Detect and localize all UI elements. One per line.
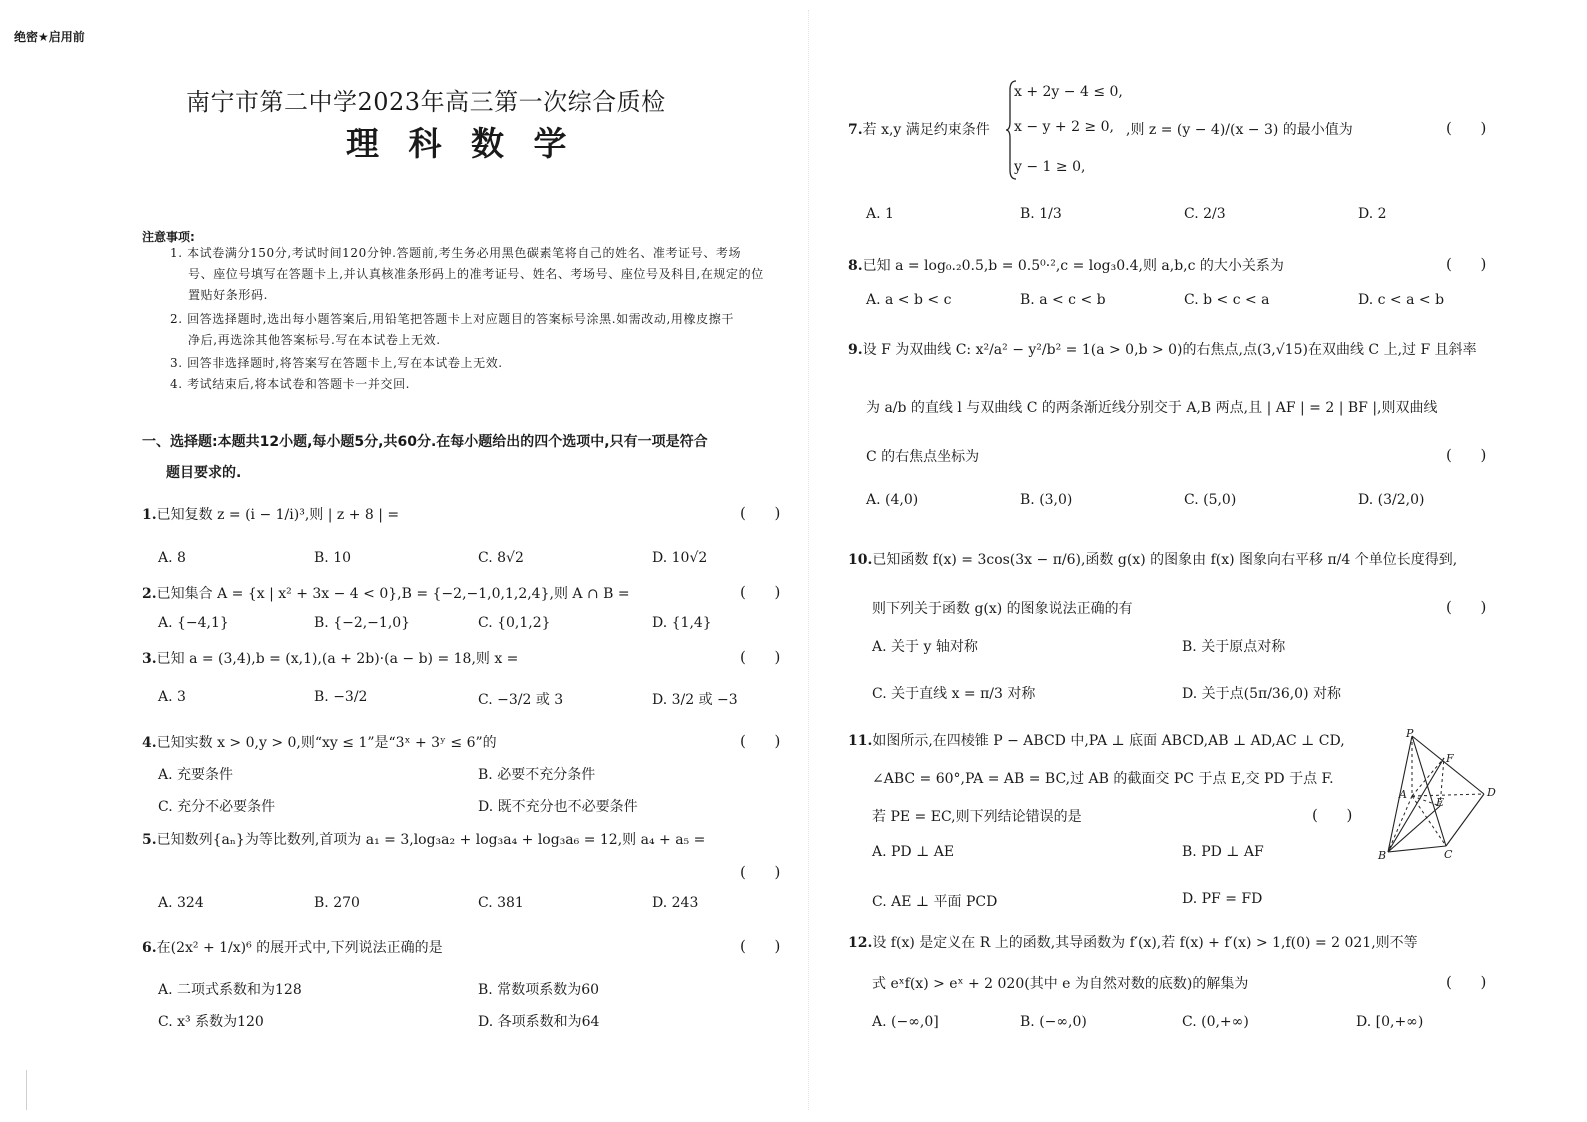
question-6: 6.在(2x² + 1/x)⁶ 的展开式中,下列说法正确的是: [142, 940, 443, 956]
pyramid-figure: [1374, 724, 1506, 864]
option-c: C. −3/2 或 3: [478, 692, 564, 708]
option-d: D. 2: [1358, 206, 1387, 222]
option-d: D. 既不充分也不必要条件: [478, 799, 638, 815]
option-b: B. (−∞,0): [1020, 1014, 1087, 1030]
label-a: A: [1399, 788, 1407, 801]
answer-paren: ( ): [1312, 806, 1353, 824]
option-c: C. {0,1,2}: [478, 615, 551, 631]
option-b: B. 1/3: [1020, 206, 1062, 222]
exam-title: 南宁市第二中学2023年高三第一次综合质检: [186, 88, 666, 116]
note-line: 置贴好条形码.: [188, 288, 269, 302]
option-d: D. PF = FD: [1182, 891, 1263, 907]
option-b: B. a < c < b: [1020, 292, 1106, 308]
label-d: D: [1487, 786, 1496, 799]
section-header: 一、选择题:本题共12小题,每小题5分,共60分.在每小题给出的四个选项中,只有一项是符合: [142, 434, 708, 450]
question-11: 11.如图所示,在四棱锥 P − ABCD 中,PA ⊥ 底面 ABCD,AB ⊥ AD,AC ⊥ CD,: [848, 733, 1345, 749]
option-d: D. c < a < b: [1358, 292, 1445, 308]
constraint-3: y − 1 ≥ 0,: [1014, 159, 1086, 175]
notes-title: 注意事项:: [142, 230, 195, 244]
label-f: F: [1446, 752, 1454, 765]
answer-paren: ( ): [740, 732, 781, 750]
answer-paren: ( ): [1446, 973, 1487, 991]
option-b: B. PD ⊥ AF: [1182, 844, 1264, 860]
option-a: A. 3: [158, 689, 186, 705]
note-line: 号、座位号填写在答题卡上,并认真核准条形码上的准考证号、姓名、考场号、座位号及科目,在规定的位: [188, 267, 764, 281]
option-a: A. 关于 y 轴对称: [872, 639, 978, 655]
secret-mark: 绝密★启用前: [14, 30, 85, 44]
section-header-cont: 题目要求的.: [166, 465, 242, 481]
option-c: C. 381: [478, 895, 524, 911]
label-e: E: [1436, 796, 1445, 809]
question-4: 4.已知实数 x > 0,y > 0,则“xy ≤ 1”是“3ˣ + 3ʸ ≤ 6”的: [142, 735, 497, 751]
answer-paren: ( ): [1446, 255, 1487, 273]
option-b: B. 关于原点对称: [1182, 639, 1286, 655]
answer-paren: ( ): [740, 583, 781, 601]
answer-paren: ( ): [1446, 119, 1487, 137]
option-d: D. [0,+∞): [1356, 1014, 1424, 1030]
option-d: D. 3/2 或 −3: [652, 692, 738, 708]
option-b: B. {−2,−1,0}: [314, 615, 411, 631]
option-a: A. 324: [158, 895, 204, 911]
option-a: A. 8: [158, 550, 186, 566]
option-c: C. b < c < a: [1184, 292, 1270, 308]
option-c: C. (0,+∞): [1182, 1014, 1249, 1030]
note-line: 3. 回答非选择题时,将答案写在答题卡上,写在本试卷上无效.: [170, 356, 503, 370]
option-b: B. 必要不充分条件: [478, 767, 596, 783]
center-divider: [808, 10, 809, 1110]
question-1: 1.已知复数 z = (i − 1/i)³,则 | z + 8 | =: [142, 507, 400, 523]
option-d: D. {1,4}: [652, 615, 712, 631]
option-a: A. 充要条件: [158, 767, 234, 783]
answer-paren: ( ): [740, 648, 781, 666]
option-c: C. x³ 系数为120: [158, 1014, 264, 1030]
option-a: A. {−4,1}: [158, 615, 229, 631]
option-c: C. AE ⊥ 平面 PCD: [872, 894, 998, 910]
option-b: B. 常数项系数为60: [478, 982, 600, 998]
question-5: 5.已知数列{aₙ}为等比数列,首项为 a₁ = 3,log₃a₂ + log₃a₄ + log₃a₆ = 12,则 a₄ + a₅ =: [142, 832, 706, 848]
option-a: A. 1: [866, 206, 894, 222]
question-9-line-3: C 的右焦点坐标为: [866, 449, 980, 465]
constraint-1: x + 2y − 4 ≤ 0,: [1014, 84, 1123, 100]
note-line: 1. 本试卷满分150分,考试时间120分钟.答题前,考生务必用黑色碳素笔将自己的姓名、准考证号、考场: [170, 246, 742, 260]
label-b: B: [1378, 849, 1387, 862]
question-11-line-3: 若 PE = EC,则下列结论错误的是: [872, 809, 1082, 825]
question-10-line-2: 则下列关于函数 g(x) 的图象说法正确的有: [872, 601, 1133, 617]
question-9: 9.设 F 为双曲线 C: x²/a² − y²/b² = 1(a > 0,b > 0)的右焦点,点(3,√15)在双曲线 C 上,过 F 且斜率: [848, 342, 1477, 358]
constraint-2: x − y + 2 ≥ 0,: [1014, 119, 1114, 135]
scan-edge-mark: [26, 1070, 27, 1110]
question-7-cont: ,则 z = (y − 4)/(x − 3) 的最小值为: [1126, 122, 1353, 138]
option-a: A. a < b < c: [866, 292, 952, 308]
question-9-line-2: 为 a/b 的直线 l 与双曲线 C 的两条渐近线分别交于 A,B 两点,且 | AF | = 2 | BF |,则双曲线: [866, 400, 1438, 416]
option-a: A. (−∞,0]: [872, 1014, 939, 1030]
option-d: D. 10√2: [652, 550, 708, 566]
note-line: 净后,再选涂其他答案标号.写在本试卷上无效.: [188, 333, 441, 347]
option-c: C. 8√2: [478, 550, 524, 566]
question-11-line-2: ∠ABC = 60°,PA = AB = BC,过 AB 的截面交 PC 于点 E,交 PD 于点 F.: [872, 771, 1334, 787]
answer-paren: ( ): [740, 504, 781, 522]
option-c: C. (5,0): [1184, 492, 1237, 508]
note-line: 4. 考试结束后,将本试卷和答题卡一并交回.: [170, 377, 411, 391]
answer-paren: ( ): [1446, 598, 1487, 616]
option-d: D. (3/2,0): [1358, 492, 1425, 508]
answer-paren: ( ): [1446, 446, 1487, 464]
label-c: C: [1444, 848, 1453, 861]
option-a: A. (4,0): [866, 492, 919, 508]
question-12-line-2: 式 eˣf(x) > eˣ + 2 020(其中 e 为自然对数的底数)的解集为: [872, 976, 1249, 992]
question-7: 7.若 x,y 满足约束条件: [848, 122, 990, 138]
option-c: C. 关于直线 x = π/3 对称: [872, 686, 1036, 702]
option-b: B. −3/2: [314, 689, 368, 705]
option-b: B. (3,0): [1020, 492, 1073, 508]
question-12: 12.设 f(x) 是定义在 R 上的函数,其导函数为 f′(x),若 f(x) + f′(x) > 1,f(0) = 2 021,则不等: [848, 935, 1418, 951]
question-10: 10.已知函数 f(x) = 3cos(3x − π/6),函数 g(x) 的图象由 f(x) 图象向右平移 π/4 个单位长度得到,: [848, 552, 1458, 568]
question-2: 2.已知集合 A = {x | x² + 3x − 4 < 0},B = {−2,−1,0,1,2,4},则 A ∩ B =: [142, 586, 630, 602]
option-d: D. 243: [652, 895, 699, 911]
option-b: B. 270: [314, 895, 360, 911]
question-3: 3.已知 a = (3,4),b = (x,1),(a + 2b)·(a − b) = 18,则 x =: [142, 651, 519, 667]
option-c: C. 充分不必要条件: [158, 799, 276, 815]
option-c: C. 2/3: [1184, 206, 1226, 222]
answer-paren: ( ): [740, 937, 781, 955]
label-p: P: [1406, 727, 1414, 740]
option-a: A. PD ⊥ AE: [872, 844, 955, 860]
option-d: D. 各项系数和为64: [478, 1014, 600, 1030]
option-b: B. 10: [314, 550, 352, 566]
note-line: 2. 回答选择题时,选出每小题答案后,用铅笔把答题卡上对应题目的答案标号涂黑.如需改动,用橡皮擦干: [170, 312, 734, 326]
answer-paren: ( ): [740, 863, 781, 881]
option-a: A. 二项式系数和为128: [158, 982, 302, 998]
option-d: D. 关于点(5π/36,0) 对称: [1182, 686, 1341, 702]
question-8: 8.已知 a = log₀.₂0.5,b = 0.5⁰·²,c = log₃0.4,则 a,b,c 的大小关系为: [848, 258, 1284, 274]
subject-title: 理 科 数 学: [346, 124, 576, 163]
